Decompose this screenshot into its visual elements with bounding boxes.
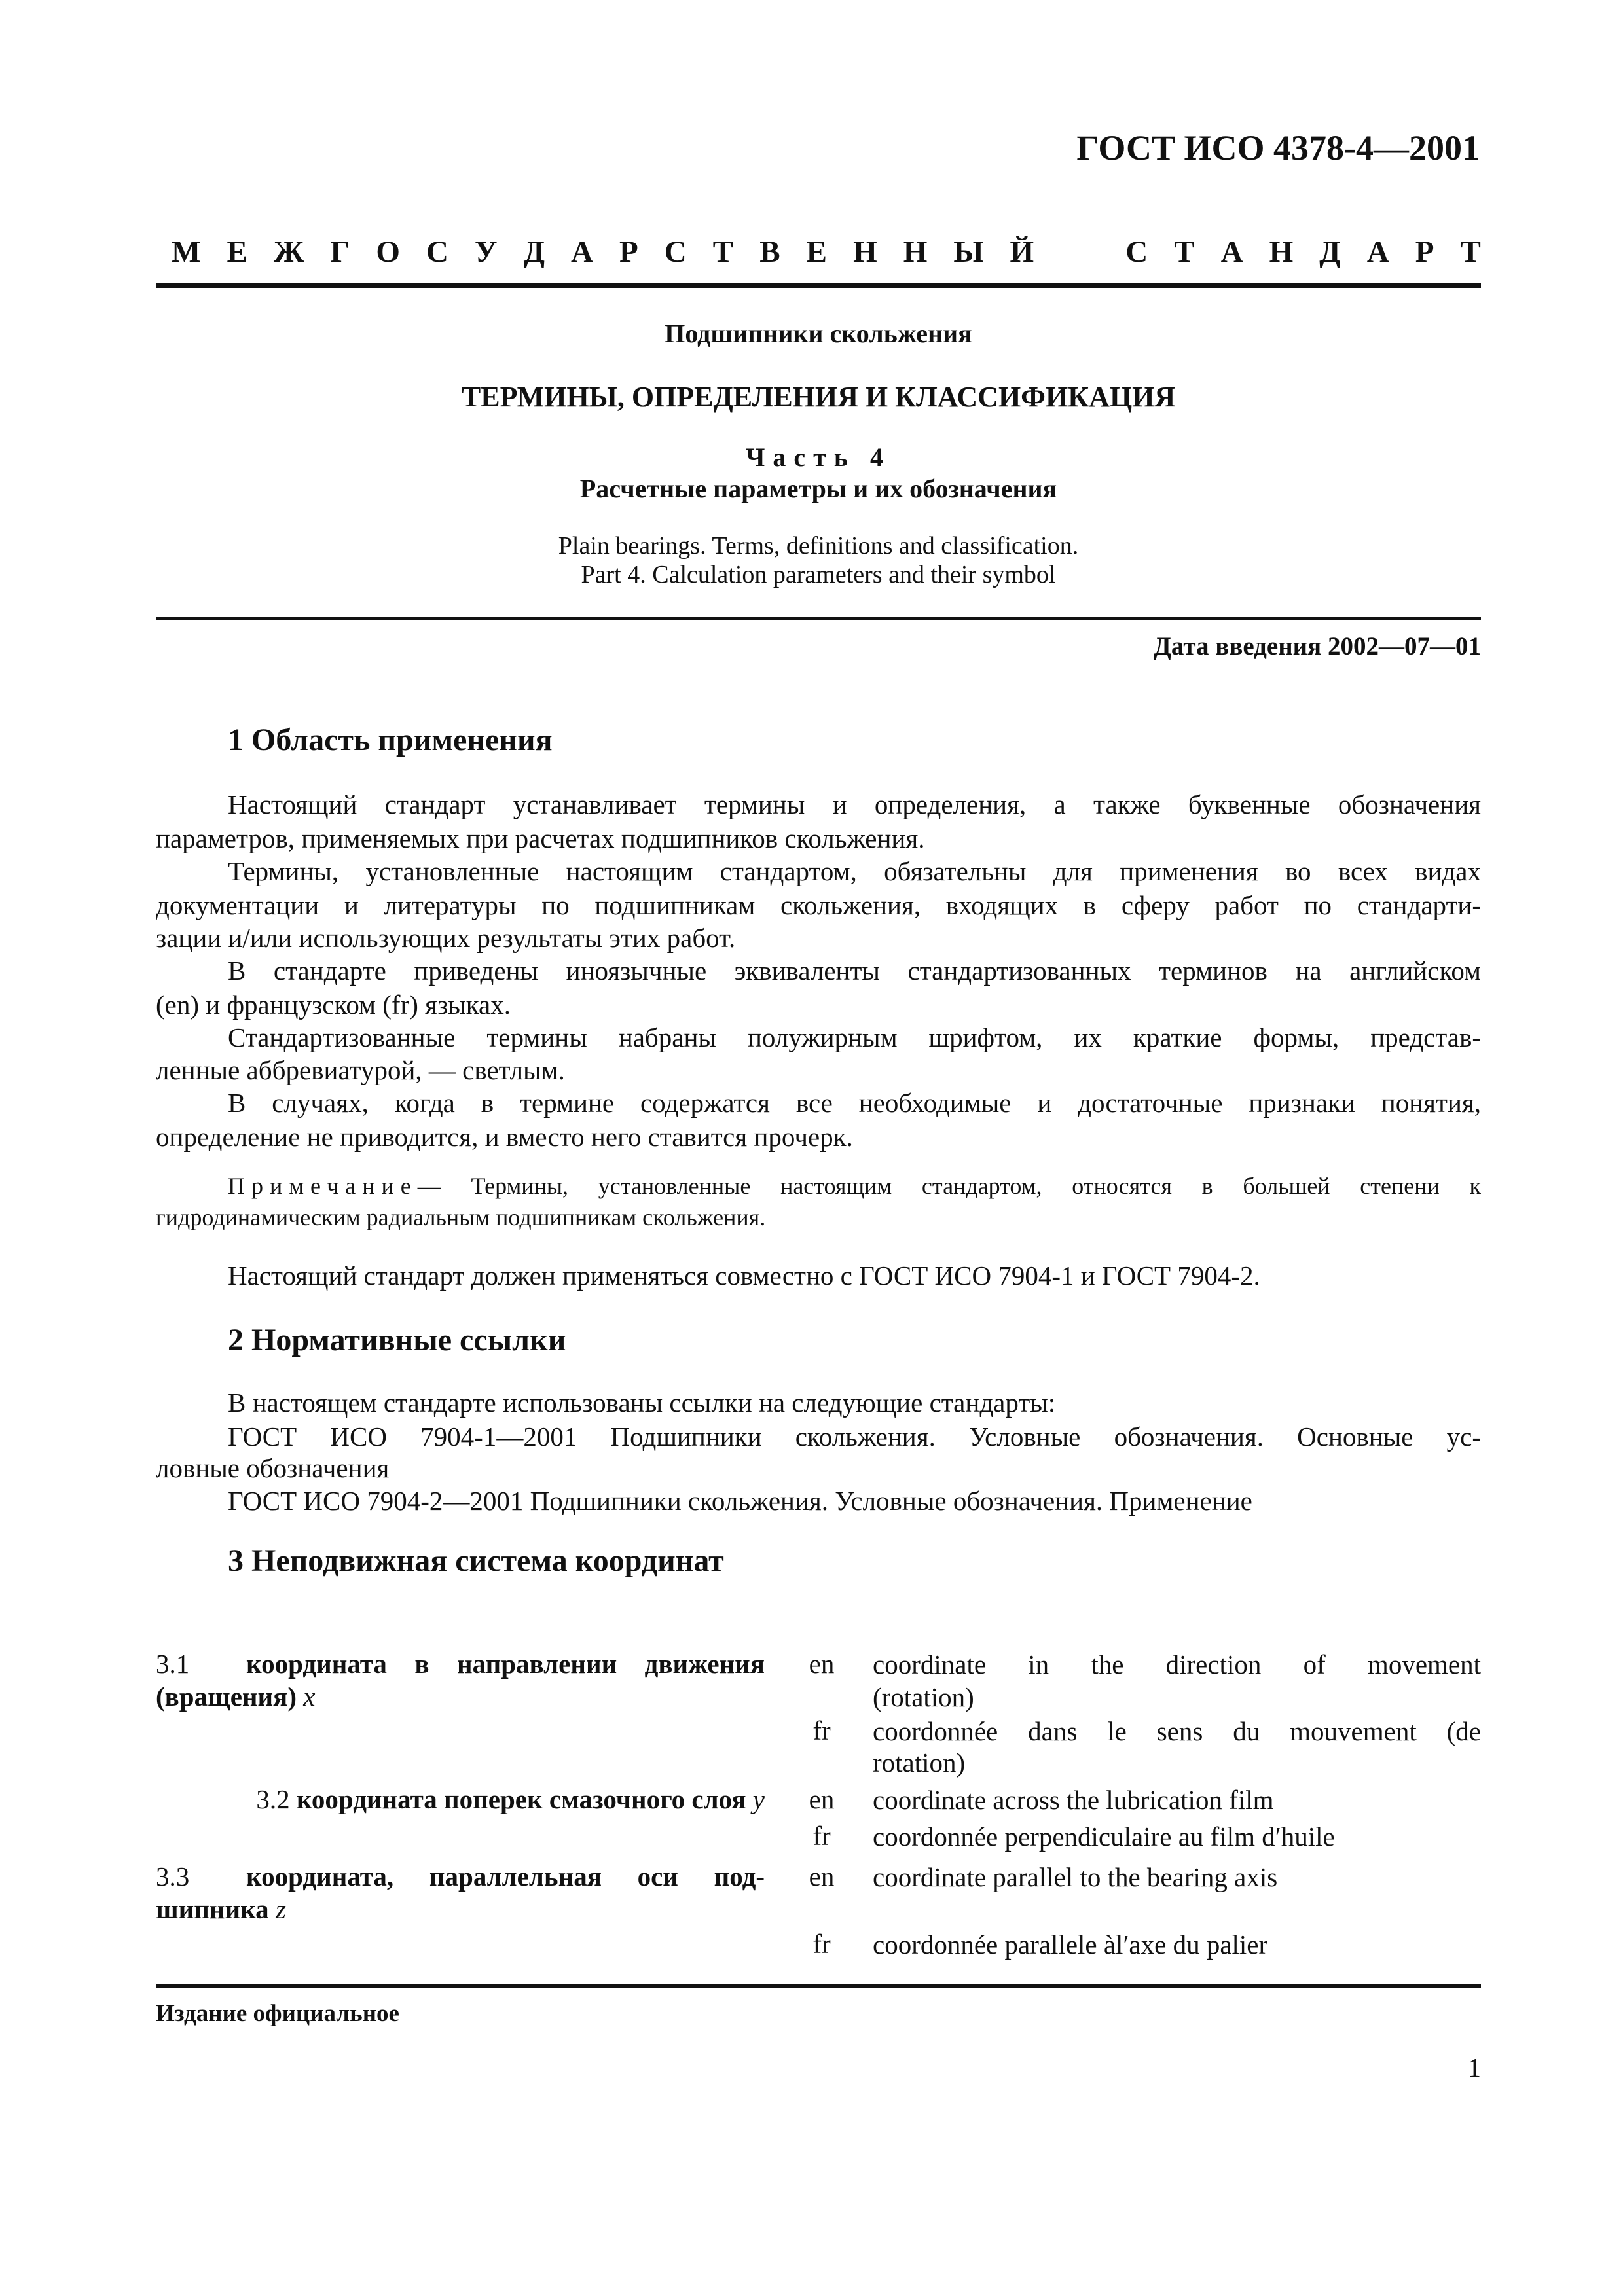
section-2-heading: 2 Нормативные ссылки	[228, 1323, 566, 1357]
footer-rule	[156, 1984, 1481, 1988]
banner-letter: Н	[1269, 235, 1294, 269]
language-code-fr: fr	[812, 1715, 831, 1746]
banner-letter: В	[759, 235, 780, 269]
banner-letter: Р	[1415, 235, 1434, 269]
part-title: Расчетные параметры и их обозначения	[579, 474, 1057, 503]
banner-letter: Р	[619, 235, 638, 269]
term-number: 3.3	[156, 1861, 190, 1892]
term-3-2-line-1	[156, 1784, 765, 1815]
english-title-line-2: Part 4. Calculation parameters and their symbol	[581, 561, 1056, 588]
paragraph-line: В случаях, когда в термине содержатся все необходимые и достаточные признаки понятия,	[228, 1088, 1481, 1118]
term-name: координата в направлении движения	[246, 1649, 765, 1679]
official-edition-label: Издание официальное	[156, 2000, 399, 2027]
paragraph-line: ленные аббревиатурой, — светлым.	[156, 1055, 565, 1085]
banner-letter: Ж	[273, 235, 304, 269]
paragraph-line: зации и/или использующих результаты этих работ.	[156, 923, 736, 953]
banner-letter: М	[172, 235, 201, 269]
reference-line: ловные обозначения	[156, 1453, 390, 1483]
term-number: 3.2	[256, 1784, 290, 1814]
term-3-1-line-2	[156, 1681, 315, 1712]
banner-letter: Т	[1174, 235, 1195, 269]
term-name-continued: (вращения)	[156, 1681, 297, 1712]
term-3-3-line-1	[156, 1861, 765, 1892]
note-label: Примечание	[228, 1173, 418, 1199]
term-symbol: y	[752, 1784, 765, 1814]
banner-letter: Д	[1319, 235, 1341, 269]
reference-line: ГОСТ ИСО 7904-2—2001 Подшипники скольжения. Условные обозначения. Применение	[228, 1486, 1252, 1516]
paragraph-line: (en) и французском (fr) языках.	[156, 990, 511, 1020]
banner-letter: С	[426, 235, 448, 269]
english-title-line-1: Plain bearings. Terms, definitions and classification.	[558, 532, 1079, 560]
note-text: — Термины, установленные настоящим стандартом, относятся в большей степени к	[417, 1173, 1481, 1199]
english-equivalent: coordinate in the direction of movement	[873, 1649, 1481, 1679]
banner-letter: Е	[227, 235, 247, 269]
term-symbol: x	[303, 1681, 316, 1712]
interstate-standard-banner	[172, 234, 1481, 270]
banner-letter: Т	[712, 235, 734, 269]
french-equivalent: coordonnée dans le sens du mouvement (de	[873, 1716, 1481, 1746]
language-code-en: en	[809, 1784, 835, 1814]
language-code-en: en	[809, 1649, 835, 1679]
term-name: координата, параллельная оси под-	[246, 1861, 765, 1892]
part-label: Часть 4	[746, 442, 891, 472]
section-3-heading: 3 Неподвижная система координат	[228, 1543, 724, 1578]
term-name-continued: шипника	[156, 1894, 269, 1924]
note	[228, 1170, 1481, 1202]
note-line: гидродинамическим радиальным подшипникам скольжения.	[156, 1204, 766, 1230]
reference-line: ГОСТ ИСО 7904-1—2001 Подшипники скольжения. Условные обозначения. Основные ус-	[228, 1422, 1481, 1452]
banner-letter: С	[1125, 235, 1148, 269]
title-rule	[156, 617, 1481, 620]
paragraph-line: определение не приводится, и вместо него ставится прочерк.	[156, 1122, 853, 1152]
banner-letter: С	[664, 235, 687, 269]
banner-letter: Й	[1010, 235, 1034, 269]
french-equivalent: coordonnée parallele àl′axe du palier	[873, 1929, 1268, 1960]
paragraph-line: Настоящий стандарт устанавливает термины и определения, а также буквенные обозначения	[228, 789, 1481, 819]
english-equivalent-continued: (rotation)	[873, 1682, 974, 1712]
banner-letter: А	[1220, 235, 1243, 269]
english-equivalent: coordinate parallel to the bearing axis	[873, 1862, 1278, 1892]
term-3-1-line-1	[156, 1648, 765, 1679]
paragraph-line: В настоящем стандарте использованы ссылки на следующие стандарты:	[228, 1388, 1056, 1418]
language-code-fr: fr	[812, 1821, 831, 1851]
term-symbol: z	[275, 1894, 286, 1924]
banner-letter: Н	[853, 235, 877, 269]
banner-letter: Г	[330, 235, 350, 269]
paragraph-line: параметров, применяемых при расчетах подшипников скольжения.	[156, 823, 925, 853]
banner-letter: У	[475, 235, 498, 269]
document-title: ТЕРМИНЫ, ОПРЕДЕЛЕНИЯ И КЛАССИФИКАЦИЯ	[461, 381, 1176, 413]
paragraph-line: Настоящий стандарт должен применяться совместно с ГОСТ ИСО 7904-1 и ГОСТ 7904-2.	[228, 1261, 1260, 1291]
document-subject: Подшипники скольжения	[665, 319, 972, 348]
english-equivalent: coordinate across the lubrication film	[873, 1785, 1274, 1815]
document-number: ГОСТ ИСО 4378-4—2001	[1076, 128, 1480, 168]
term-number: 3.1	[156, 1649, 190, 1679]
banner-letter: О	[376, 235, 400, 269]
banner-letter: Т	[1460, 235, 1481, 269]
banner-letter: Н	[903, 235, 928, 269]
header-rule	[156, 283, 1481, 288]
french-equivalent: coordonnée perpendiculaire au film d′huile	[873, 1821, 1335, 1852]
section-1-heading: 1 Область применения	[228, 723, 553, 757]
banner-letter: Д	[523, 235, 545, 269]
term-name: координата поперек смазочного слоя	[296, 1784, 746, 1814]
paragraph-line: В стандарте приведены иноязычные эквиваленты стандартизованных терминов на английском	[228, 956, 1481, 986]
banner-letter: А	[1366, 235, 1389, 269]
banner-letter: Ы	[953, 235, 984, 269]
language-code-fr: fr	[812, 1929, 831, 1959]
introduction-date: Дата введения 2002—07—01	[1154, 632, 1481, 660]
paragraph-line: документации и литературы по подшипникам скольжения, входящих в сферу работ по стандарти-	[156, 890, 1481, 920]
language-code-en: en	[809, 1861, 835, 1892]
word-gap	[1060, 234, 1099, 270]
banner-letter: Е	[806, 235, 827, 269]
page-number: 1	[1467, 2053, 1481, 2083]
paragraph-line: Термины, установленные настоящим стандартом, обязательны для применения во всех видах	[228, 856, 1481, 886]
term-3-3-line-2	[156, 1893, 286, 1925]
paragraph-line: Стандартизованные термины набраны полужирным шрифтом, их краткие формы, представ-	[228, 1022, 1481, 1052]
banner-letter: А	[570, 235, 593, 269]
french-equivalent-continued: rotation)	[873, 1748, 966, 1778]
